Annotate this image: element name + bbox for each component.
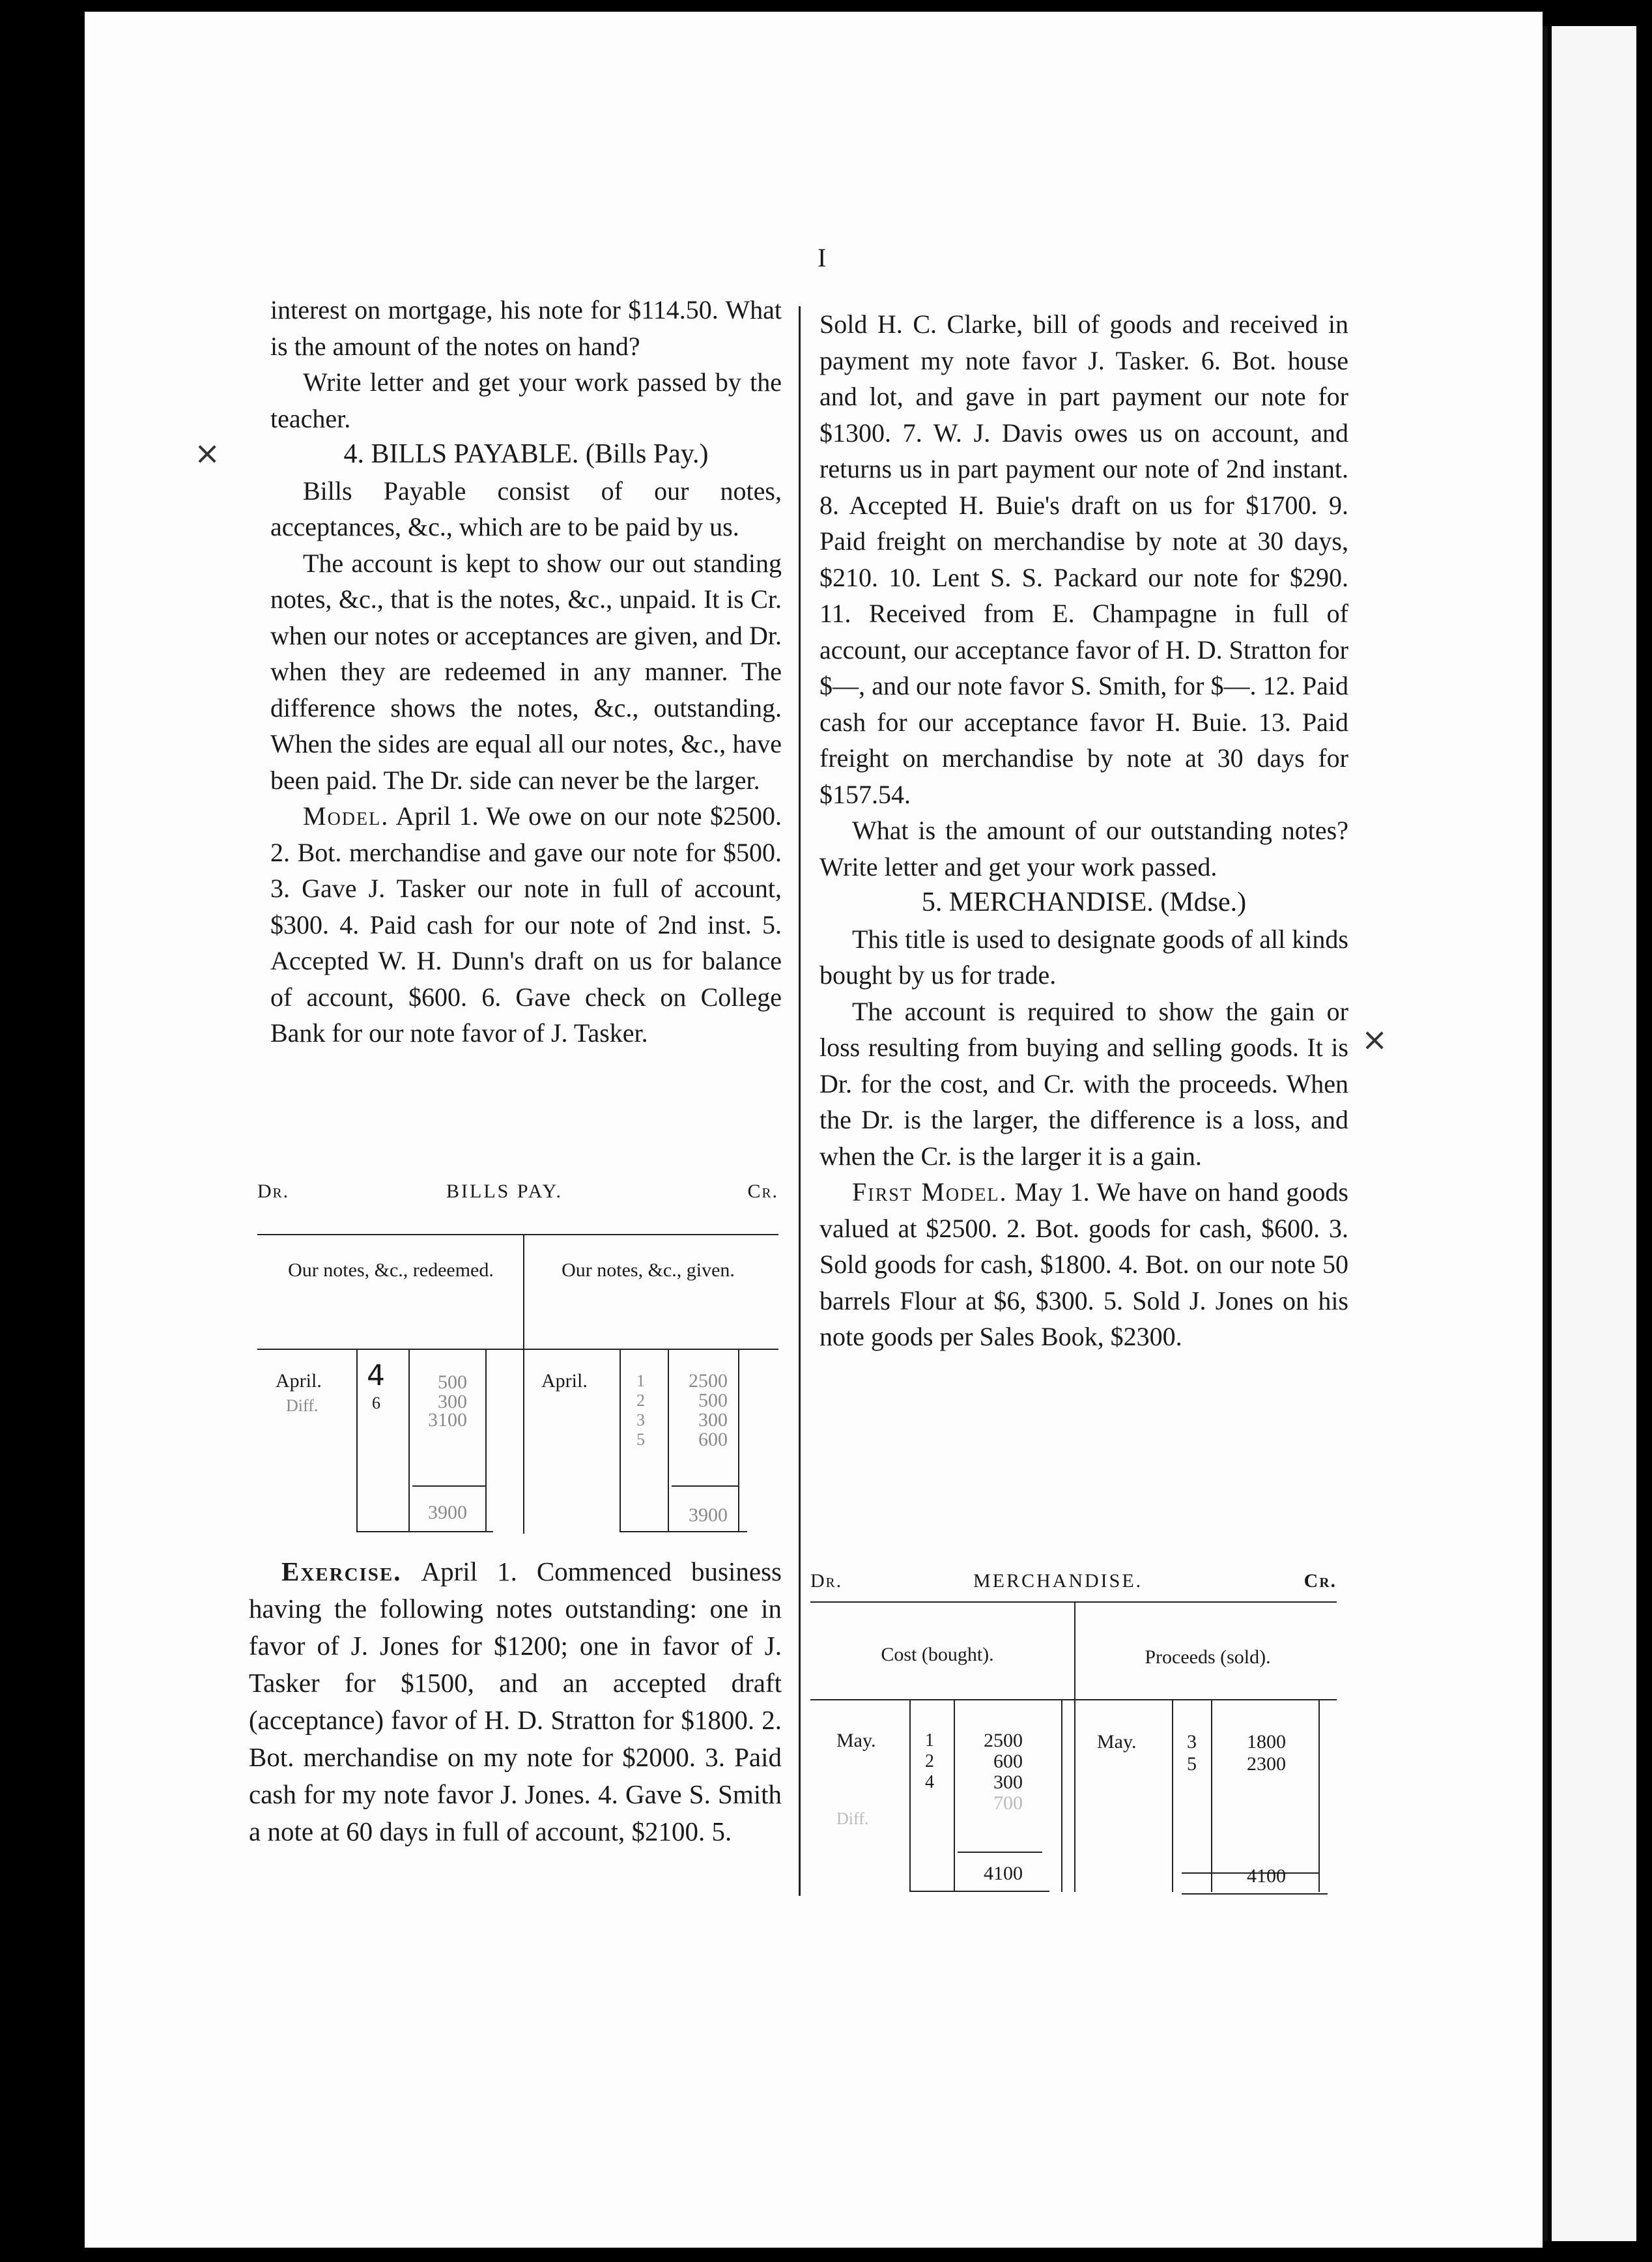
- model-label: Model.: [303, 801, 390, 831]
- merchandise-header-rule: [810, 1699, 1337, 1700]
- merchandise-right-date-rule: [1172, 1699, 1173, 1892]
- exercise-block: [249, 1553, 782, 1850]
- merchandise-heading: 5. MERCHANDISE. (Mdse.): [921, 887, 1247, 917]
- bills-pay-left-month: April.: [276, 1370, 322, 1392]
- merchandise-left-amount-2: 600: [993, 1751, 1023, 1772]
- left-model-paragraph: [270, 798, 782, 1052]
- merchandise-right-outer-rule: [1318, 1699, 1320, 1892]
- bills-pay-left-amount-1: 500: [438, 1371, 467, 1393]
- merchandise-left-diff: Diff.: [836, 1809, 869, 1828]
- bills-pay-left-date-1: 4: [367, 1359, 385, 1392]
- left-para-1: interest on mortgage, his note for $114.50. What is the amount of the notes on hand?: [270, 295, 782, 361]
- merchandise-right-bottom-rule: [1182, 1893, 1328, 1895]
- merchandise-top-rule: [810, 1601, 1337, 1603]
- bills-pay-right-total-rule: [672, 1485, 738, 1487]
- left-para-4: The account is kept to show our out standing notes, &c., that is the notes, &c., unpaid. It is Cr. when our notes or acceptances are given, and Dr. when they are redeemed in any manner. The difference shows the notes, &c., outstanding. When the sides are equal all our notes, &c., have been paid. The Dr. side can never be the larger.: [270, 548, 782, 795]
- merchandise-cr-label: Cr.: [1303, 1570, 1337, 1592]
- left-para-2: Write letter and get your work passed by the teacher.: [270, 367, 782, 433]
- merchandise-left-outer-rule: [1061, 1699, 1062, 1892]
- right-para-2: What is the amount of our outstanding notes? Write letter and get your work passed.: [819, 816, 1348, 881]
- bills-pay-center-rule: [523, 1234, 524, 1534]
- merchandise-title: MERCHANDISE.: [973, 1570, 1143, 1592]
- bills-pay-left-amount-rule: [408, 1349, 410, 1531]
- merchandise-left-bottom-rule: [909, 1891, 1049, 1892]
- merchandise-left-amount-1: 2500: [984, 1730, 1023, 1751]
- right-model-paragraph: [819, 1174, 1348, 1355]
- bills-pay-left-outer-rule: [485, 1349, 487, 1531]
- merchandise-dr-label: Dr.: [810, 1570, 843, 1592]
- bills-pay-top-rule: [257, 1234, 778, 1235]
- merchandise-right-amount-rule: [1211, 1699, 1212, 1892]
- merchandise-left-month: May.: [836, 1730, 876, 1751]
- merchandise-left-header: Cost (bought).: [881, 1644, 994, 1665]
- merchandise-right-amount-2: 2300: [1247, 1753, 1286, 1775]
- right-column: [819, 306, 1348, 1355]
- merchandise-left-total: 4100: [984, 1863, 1023, 1884]
- bills-pay-right-total: 3900: [689, 1504, 728, 1526]
- merchandise-right-total: 4100: [1247, 1865, 1286, 1887]
- bills-pay-left-amount-2: 300: [438, 1391, 467, 1412]
- bills-pay-right-date-3: 3: [636, 1410, 645, 1429]
- bills-pay-right-amount-1: 2500: [689, 1370, 728, 1392]
- merchandise-left-amount-3: 300: [993, 1771, 1023, 1793]
- bills-pay-right-date-rule: [620, 1349, 621, 1531]
- bills-pay-left-amount-3: 3100: [428, 1409, 467, 1431]
- merchandise-right-header: Proceeds (sold).: [1145, 1646, 1271, 1668]
- first-model-text: May 1. We have on hand goods valued at $2500. 2. Bot. goods for cash, $600. 3. Sold goods for cash, $1800. 4. Bot. on our note 50 barrels Flour at $6, $300. 5. Sold J. Jones on his note goods per Sales Book, $2300.: [819, 1177, 1348, 1351]
- bills-pay-left-diff: Diff.: [286, 1396, 319, 1415]
- bills-pay-right-header: Our notes, &c., given.: [562, 1259, 735, 1281]
- bills-pay-right-month: April.: [541, 1370, 588, 1392]
- merchandise-account: [810, 1570, 1337, 1896]
- exercise-text: April 1. Commenced business having the following notes outstanding: one in favor of J. Jones for $1200; one in favor of J. Tasker for $1500, and an accepted draft (acceptance) favor of H. D. Stratton for $1800. 2. Bot. merchandise on my note for $2000. 3. Paid cash for my note favor J. Jones. 4. Gave S. Smith a note at 60 days in full of account, $2100. 5.: [249, 1556, 782, 1846]
- merchandise-center-rule: [1074, 1601, 1075, 1892]
- merchandise-left-amount-rule: [954, 1699, 955, 1892]
- exercise-paragraph: [249, 1553, 782, 1850]
- bills-pay-left-bottom-rule: [356, 1531, 493, 1532]
- merchandise-right-month: May.: [1097, 1731, 1137, 1753]
- first-model-label: First Model.: [852, 1177, 1008, 1207]
- bills-pay-account: [257, 1181, 778, 1536]
- merchandise-left-date-2: 2: [925, 1751, 934, 1771]
- right-para-4: The account is required to show the gain or loss resulting from buying and selling goods. It is Dr. for the cost, and Cr. with the proceeds. When the Dr. is the larger, the difference is a loss, and when the Cr. is the larger it is a gain.: [819, 996, 1348, 1171]
- bills-pay-left-total: 3900: [428, 1502, 467, 1523]
- merchandise-right-date-2: 5: [1187, 1753, 1197, 1775]
- bills-pay-right-date-2: 2: [636, 1391, 645, 1410]
- right-para-3: This title is used to designate goods of all kinds bought by us for trade.: [819, 924, 1348, 990]
- bills-pay-right-bottom-rule: [620, 1531, 747, 1532]
- bills-pay-right-date-1: 1: [636, 1371, 645, 1390]
- merchandise-left-date-1: 1: [925, 1730, 934, 1751]
- bills-payable-heading: 4. BILLS PAYABLE. (Bills Pay.): [343, 439, 709, 469]
- merchandise-account-header: [810, 1570, 1337, 1596]
- page-gutter-shadow: [1543, 26, 1548, 2241]
- left-para-3: Bills Payable consist of our notes, acceptances, &c., which are to be paid by us.: [270, 476, 782, 541]
- bills-pay-dr-label: Dr.: [257, 1181, 290, 1202]
- merchandise-left-date-3: 4: [925, 1772, 934, 1792]
- model-text: April 1. We owe on our note $2500. 2. Bot. merchandise and gave our note for $500. 3. Gave J. Tasker our note in full of account, $300. 4. Paid cash for our note of 2nd inst. 5. Accepted W. H. Dunn's draft on us for balance of account, $600. 6. Gave check on College Bank for our note favor of J. Tasker.: [270, 801, 782, 1048]
- merchandise-left-date-rule: [909, 1699, 911, 1892]
- bills-pay-account-header: [257, 1181, 778, 1207]
- bills-pay-right-amount-2: 500: [698, 1390, 728, 1411]
- pencil-x-mark-right: ×: [1361, 1022, 1388, 1058]
- merchandise-right-amount-1: 1800: [1247, 1731, 1286, 1753]
- page-folio: I: [818, 243, 827, 272]
- exercise-label: Exercise.: [281, 1556, 402, 1586]
- merchandise-right-date-1: 3: [1187, 1731, 1197, 1753]
- bills-pay-left-header: Our notes, &c., redeemed.: [288, 1259, 494, 1281]
- bills-pay-right-amount-4: 600: [698, 1429, 728, 1450]
- facing-page-edge: [1552, 26, 1636, 2241]
- bills-pay-right-date-4: 5: [636, 1430, 645, 1449]
- merchandise-left-amount-4: 700: [993, 1792, 1023, 1814]
- merchandise-left-total-rule: [958, 1852, 1042, 1853]
- bills-pay-right-amount-rule: [668, 1349, 669, 1531]
- bills-pay-header-rule: [257, 1349, 778, 1350]
- pencil-x-mark-left: ×: [194, 435, 221, 472]
- bills-pay-right-amount-3: 300: [698, 1409, 728, 1431]
- bills-pay-left-total-rule: [412, 1485, 485, 1487]
- right-para-1: Sold H. C. Clarke, bill of goods and received in payment my note favor J. Tasker. 6. Bot. house and lot, and gave in part payment our note for $1300. 7. W. J. Davis owes us on account, and returns us in part payment our note of 2nd instant. 8. Accepted H. Buie's draft on us for $1700. 9. Paid freight on merchandise by note at 30 days, $210. 10. Lent S. S. Packard our note for $290. 11. Received from E. Champagne in full of account, our acceptance favor of H. D. Stratton for $—, and our note favor S. Smith, for $—. 12. Paid cash for our acceptance favor H. Buie. 13. Paid freight on merchandise by note at 30 days for $157.54.: [819, 309, 1348, 809]
- bills-pay-cr-label: Cr.: [747, 1181, 778, 1202]
- bills-pay-left-date-rule: [356, 1349, 358, 1531]
- left-column: [270, 292, 782, 1052]
- bills-pay-left-date-2: 6: [372, 1394, 380, 1412]
- column-divider: [799, 306, 801, 1896]
- bills-pay-title: BILLS PAY.: [446, 1181, 563, 1202]
- bills-pay-right-outer-rule: [738, 1349, 739, 1531]
